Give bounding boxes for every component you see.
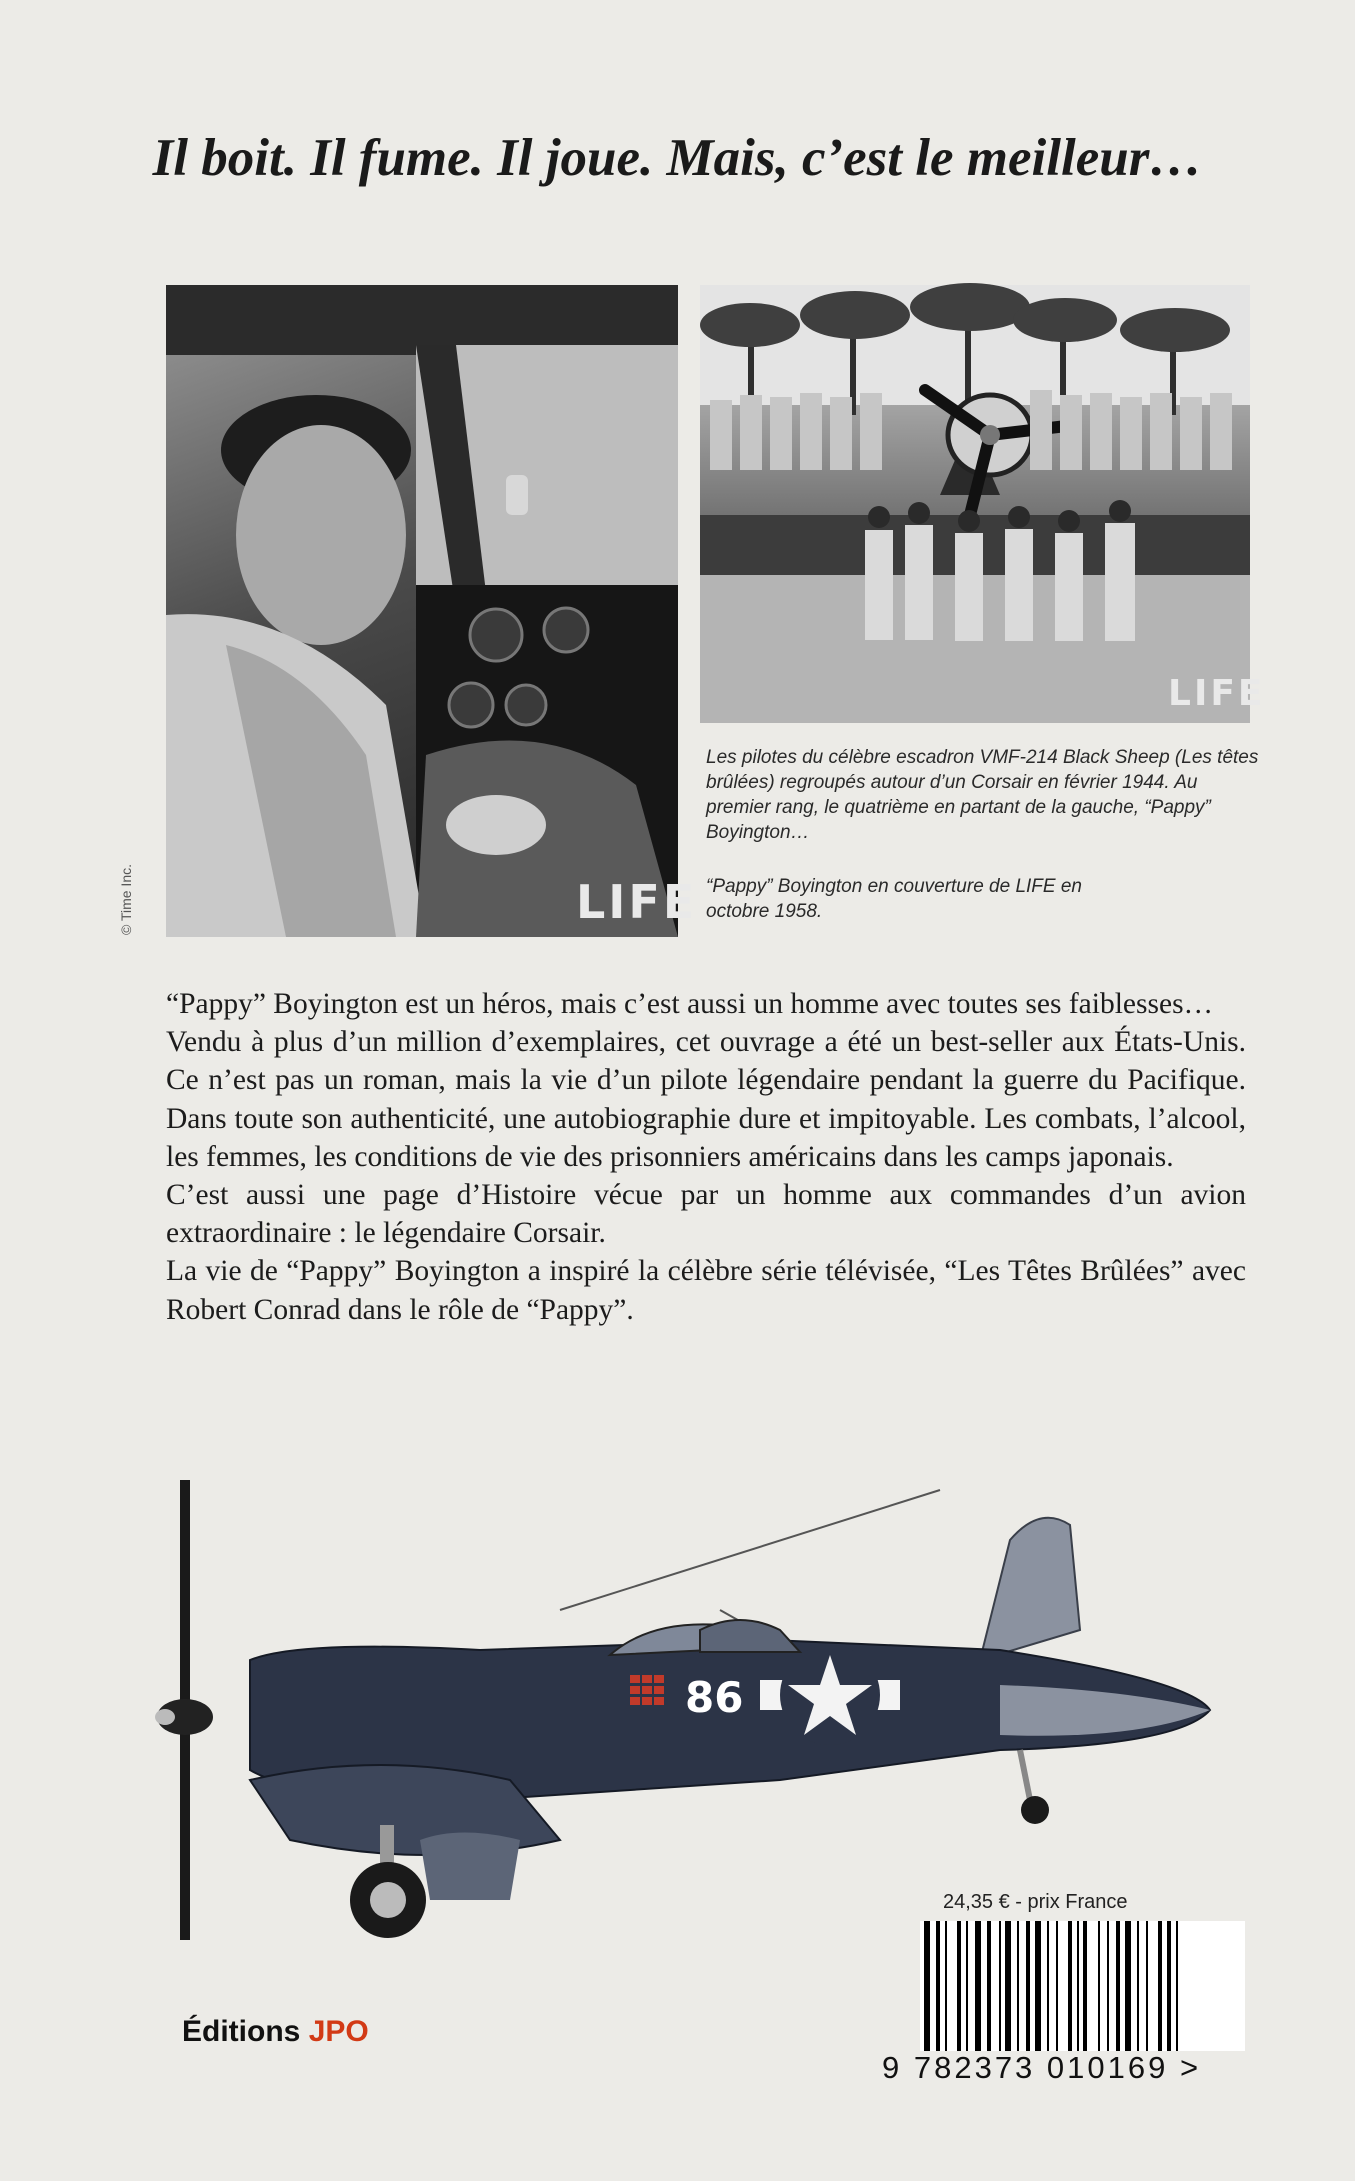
caption-life-cover: “Pappy” Boyington en couverture de LIFE en octobre 1958. [706,876,1083,922]
barcode-bar [966,1921,968,2051]
barcode-bar [1017,1921,1019,2051]
barcode-bar [1026,1921,1030,2051]
barcode-bar [945,1921,947,2051]
life-logo-left: LIFE [576,875,698,929]
tagline: Il boit. Il fume. Il joue. Mais, c’est le meilleur… [152,129,1203,187]
description [166,985,1246,1329]
description-paragraph-2: Vendu à plus d’un million d’exemplaires, cet ouvrage a été un best-seller aux États-Unis. Ce n’est pas un roman, mais la vie d’un pilote légendaire pendant la guerre du Pacifique. Dans toute son authenticité, une autobiographie dure et impitoyable. Les combats, l’alcool, les femmes, les conditions de vie des prisonniers américains dans les camps japonais. [166,1026,1246,1173]
barcode-bar [1146,1921,1148,2051]
squadron-photo [700,285,1266,723]
isbn-digits-text: 9 782373 010169 [882,2050,1169,2085]
barcode-bar [987,1921,991,2051]
cockpit-illustration [166,285,678,937]
barcode-bar [1083,1921,1087,2051]
publisher-logo [182,2015,369,2049]
barcode-bar [1047,1921,1049,2051]
barcode-bar [957,1921,961,2051]
barcode-bar [1077,1921,1079,2051]
isbn-arrow: > [1179,2050,1202,2085]
barcode-bar [1176,1921,1178,2051]
barcode-bar [1116,1921,1120,2051]
barcode-bar [1158,1921,1162,2051]
barcode-bar [924,1921,930,2051]
corsair-aircraft-illustration [180,1480,1230,1940]
barcode-bar [1107,1921,1109,2051]
publisher-brand: JPO [308,2015,369,2048]
barcode-bar [1098,1921,1100,2051]
description-paragraph-4: La vie de “Pappy” Boyington a inspiré la célèbre série télévisée, “Les Têtes Brûlées” avec Robert Conrad dans le rôle de “Pappy”. [166,1255,1246,1326]
barcode-bar [936,1921,940,2051]
barcode-bar [1125,1921,1131,2051]
aircraft-number: 86 [685,1673,744,1722]
description-paragraph-3: C’est aussi une page d’Histoire vécue par un homme aux commandes d’un avion extraordinaire : le légendaire Corsair. [166,1179,1246,1250]
publisher-prefix: Éditions [182,2015,301,2048]
barcode-bar [1056,1921,1058,2051]
photo-credit: © Time Inc. [118,864,134,935]
caption-squadron: Les pilotes du célèbre escadron VMF-214 Black Sheep (Les têtes brûlées) regroupés autour d’un Corsair en février 1944. Au premier rang, le quatrième en partant de la gauche, “Pappy” Boyington… [706,747,1259,843]
barcode-bar [975,1921,981,2051]
squadron-illustration [700,285,1250,723]
barcode-bar [1167,1921,1171,2051]
price: 24,35 € - prix France [943,1891,1128,1913]
barcode-bar [1035,1921,1041,2051]
barcode-bar [999,1921,1001,2051]
life-logo-right: LIFE [1168,673,1266,714]
description-paragraph-1: “Pappy” Boyington est un héros, mais c’est aussi un homme avec toutes ses faiblesses… [166,988,1214,1020]
barcode-bar [1068,1921,1072,2051]
propeller [155,1480,213,1940]
barcode-bar [1005,1921,1011,2051]
cockpit-photo [166,285,698,937]
isbn-barcode [920,1921,1245,2051]
barcode-bar [1137,1921,1139,2051]
isbn-number [882,2050,1201,2086]
